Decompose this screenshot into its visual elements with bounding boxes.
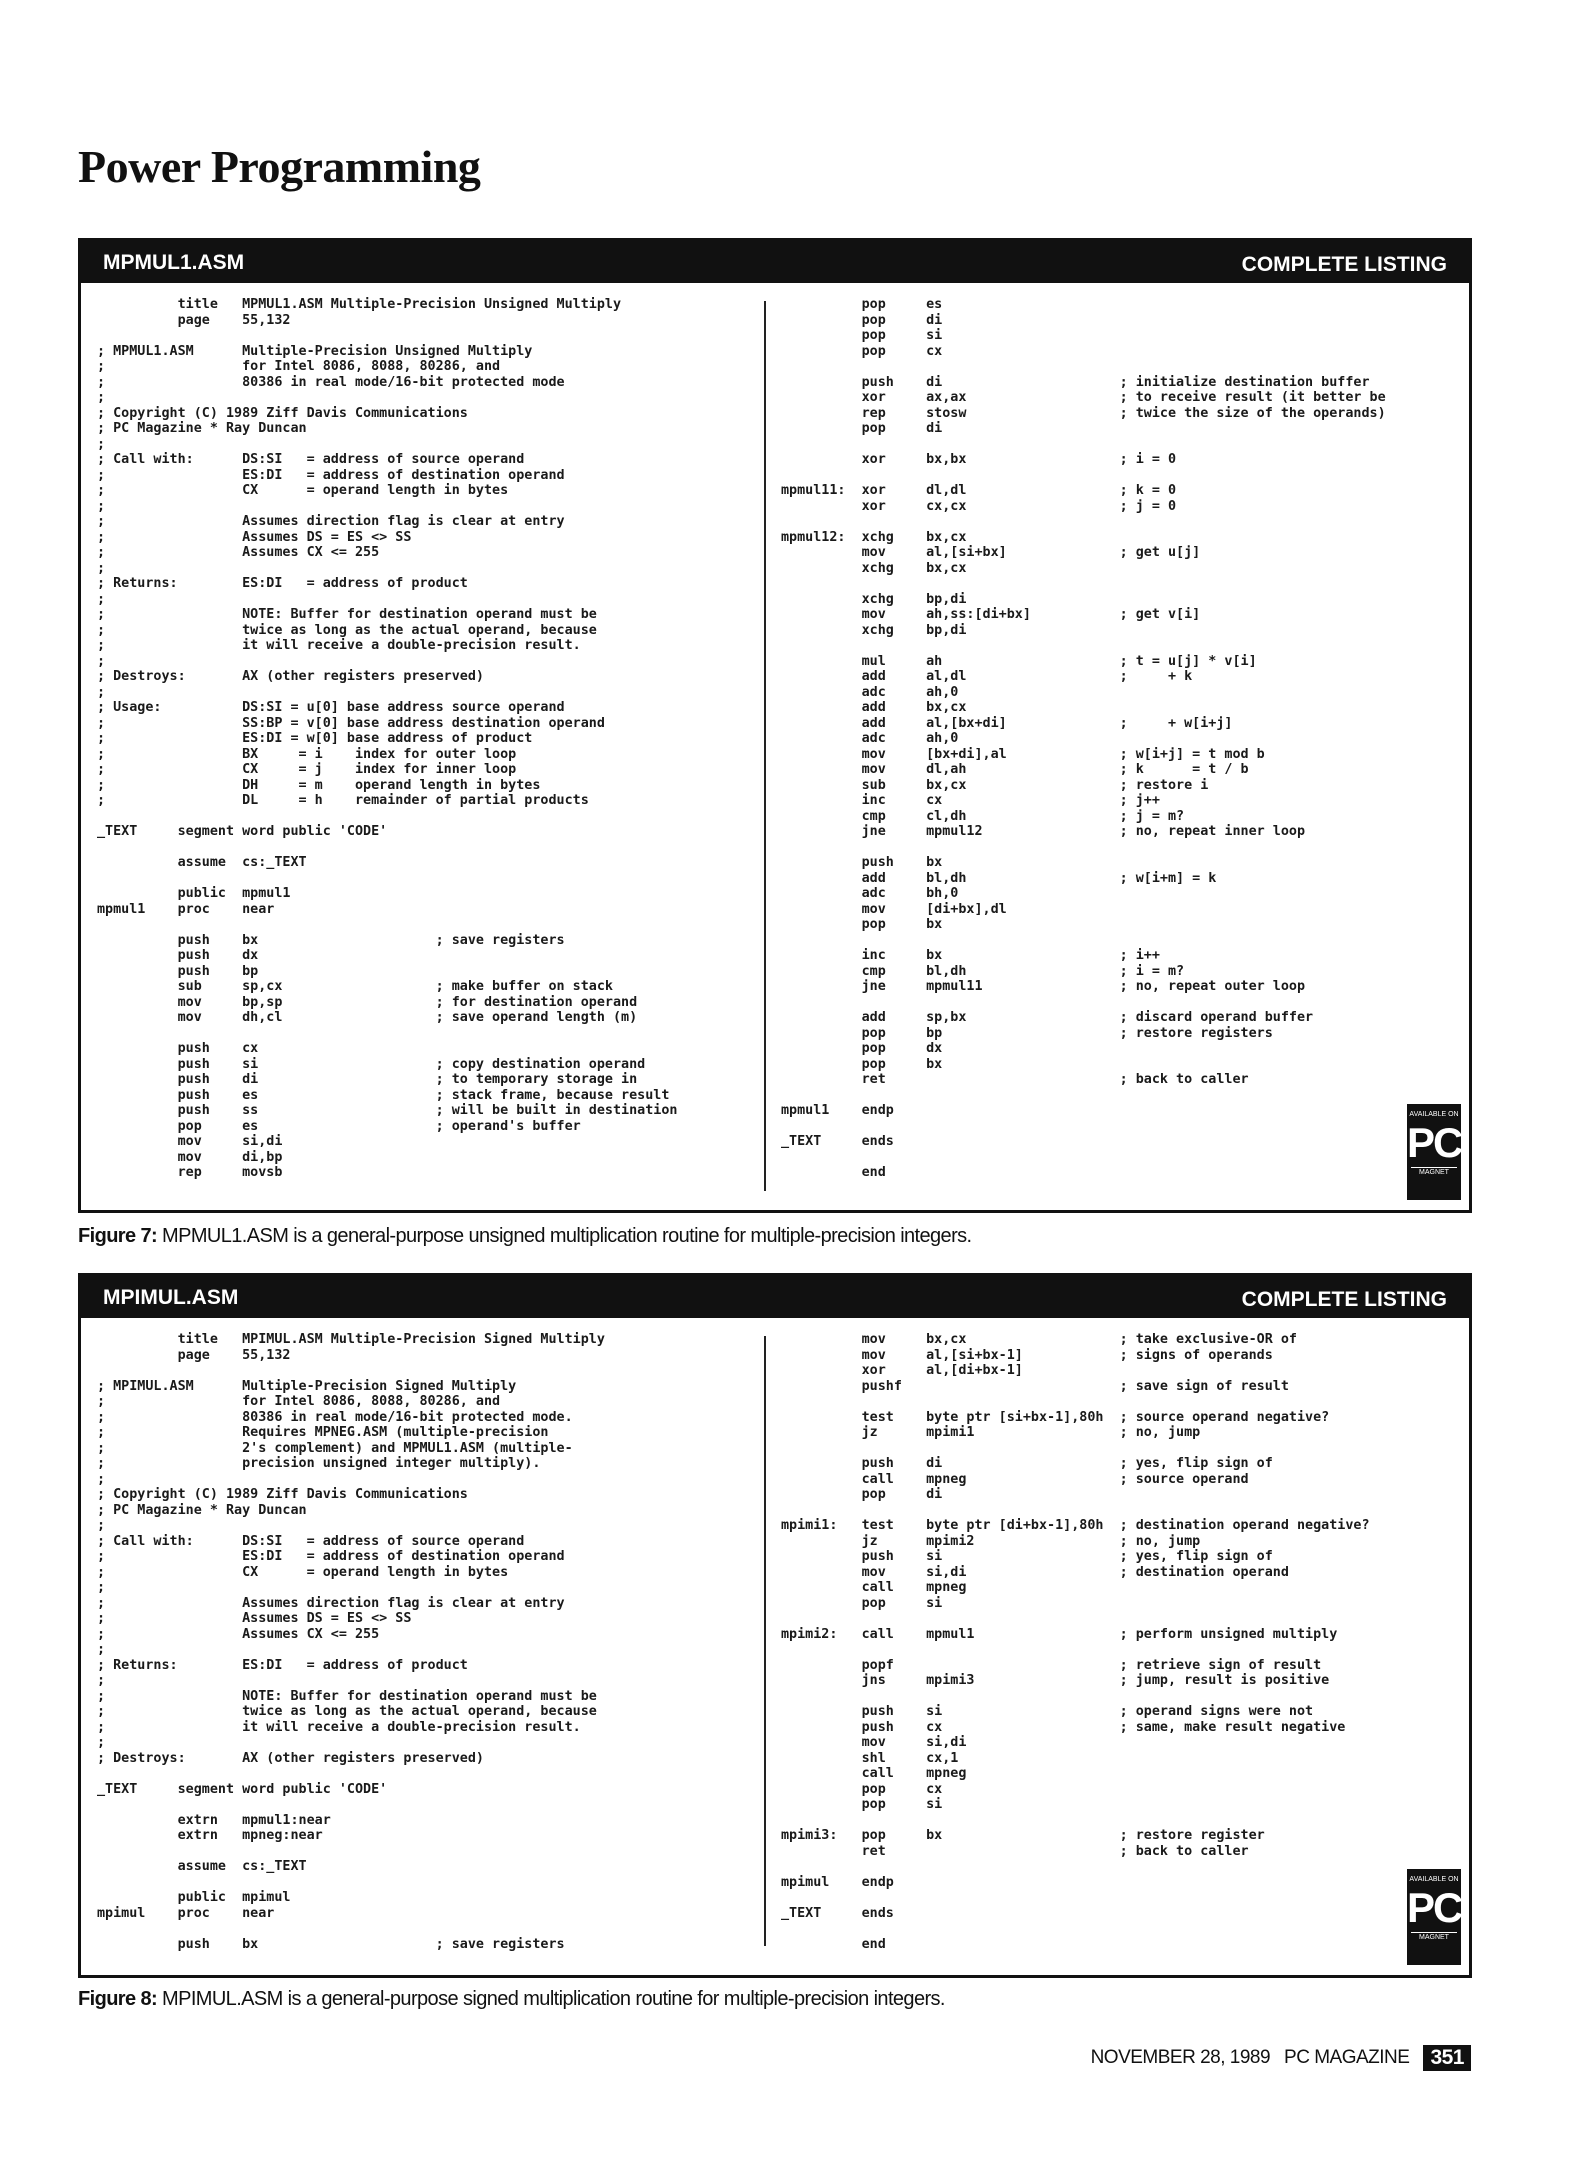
- figure-caption: [78, 1225, 972, 1248]
- code-column-right: [781, 297, 1421, 1181]
- logo-pc-text: PC: [1407, 1884, 1462, 1931]
- code-block: title MPMUL1.ASM Multiple-Precision Unsigned Multiply page 55,132 ; MPMUL1.ASM Multiple-Precision Unsigned Multiply ; for Intel 8086, 8088, 80286, and ; 80386 in real mode/16-bit protected mode ; ; Copyright (C) 1989 Ziff Davis Communications ; PC Magazine * Ray Duncan ; ; Call with: DS:SI = address of source operand ; ES:DI = address of destination operand ; CX = operand length in bytes ; ; Assumes direction flag is clear at entry ; Assumes DS = ES <> SS ; Assumes CX <= 255 ; ; Returns: ES:DI = address of product ; ; NOTE: Buffer for destination operand must be ; twice as long as the actual operand, because ; it will receive a double-precision result. ; ; Destroys: AX (other registers preserved) ; ; Usage: DS:SI = u[0] base address source operand ; SS:BP = v[0] base address destination operand ; ES:DI = w[0] base address of product ; BX = i index for outer loop ; CX = j index for inner loop ; DH = m operand length in bytes ; DL = h remainder of partial products _TEXT segment word public 'CODE' assume cs:_TEXT public mpmul1 mpmul1 proc near push bx ; save registers push dx push bp sub sp,cx ; make buffer on stack mov bp,sp ; for destination operand mov dh,cl ; save operand length (m) push cx push si ; copy destination operand push di ; to temporary storage in push es ; stack frame, because result push ss ; will be built in destination pop es ; operand's buffer mov si,di mov di,bp rep movsb: [97, 297, 678, 1180]
- figure-caption: [78, 1988, 945, 2011]
- listing-box-mpmul1: [78, 238, 1472, 1213]
- code-block: title MPIMUL.ASM Multiple-Precision Signed Multiply page 55,132 ; MPIMUL.ASM Multiple-Precision Signed Multiply ; for Intel 8086, 8088, 80286, and ; 80386 in real mode/16-bit protected mode. ; Requires MPNEG.ASM (multiple-precision ; 2's complement) and MPMUL1.ASM (multiple- ; precision unsigned integer multiply). ; ; Copyright (C) 1989 Ziff Davis Communications ; PC Magazine * Ray Duncan ; ; Call with: DS:SI = address of source operand ; ES:DI = address of destination operand ; CX = operand length in bytes ; ; Assumes direction flag is clear at entry ; Assumes DS = ES <> SS ; Assumes CX <= 255 ; ; Returns: ES:DI = address of product ; ; NOTE: Buffer for destination operand must be ; twice as long as the actual operand, because ; it will receive a double-precision result. ; ; Destroys: AX (other registers preserved) _TEXT segment word public 'CODE' extrn mpmul1:near extrn mpneg:near assume cs:_TEXT public mpimul mpimul proc near push bx ; save registers: [97, 1332, 605, 1952]
- pc-magnet-logo: [1407, 1869, 1461, 1965]
- listing-kind-label: COMPLETE LISTING: [1241, 1288, 1447, 1311]
- footer-date: NOVEMBER 28, 1989: [1090, 2047, 1271, 2068]
- logo-pc-text: PC: [1407, 1119, 1462, 1166]
- section-title: Power Programming: [78, 141, 481, 192]
- code-column-left: [97, 1332, 787, 1952]
- listing-box-mpimul: [78, 1273, 1472, 1978]
- caption-label: Figure 7:: [78, 1225, 158, 1247]
- page-number: 351: [1423, 2045, 1471, 2071]
- footer-magazine: PC MAGAZINE: [1284, 2047, 1410, 2068]
- listing-header: [81, 241, 1469, 283]
- code-block: pop es pop di pop si pop cx push di ; initialize destination buffer xor ax,ax ; to receive result (it better be rep stosw ; twice the size of the operands) pop di xor bx,bx ; i = 0 mpmul11: xor dl,dl ; k = 0 xor cx,cx ; j = 0 mpmul12: xchg bx,cx mov al,[si+bx] ; get u[j] xchg bx,cx xchg bp,di mov ah,ss:[di+bx] ; get v[i] xchg bp,di mul ah ; t = u[j] * v[i] add al,dl ; + k adc ah,0 add bx,cx add al,[bx+di] ; + w[i+j] adc ah,0 mov [bx+di],al ; w[i+j] = t mod b mov dl,ah ; k = t / b sub bx,cx ; restore i inc cx ; j++ cmp cl,dh ; j = m? jne mpmul12 ; no, repeat inner loop push bx add bl,dh ; w[i+m] = k adc bh,0 mov [di+bx],dl pop bx inc bx ; i++ cmp bl,dh ; i = m? jne mpmul11 ; no, repeat outer loop add sp,bx ; discard operand buffer pop bp ; restore registers pop dx pop bx ret ; back to caller mpmul1 endp _TEXT ends end: [781, 297, 1386, 1180]
- page-footer: [1091, 2045, 1471, 2071]
- column-divider: [764, 301, 766, 1191]
- caption-text: MPIMUL.ASM is a general-purpose signed multiplication routine for multiple-precision integers.: [157, 1988, 945, 2010]
- caption-text: MPMUL1.ASM is a general-purpose unsigned multiplication routine for multiple-precision integers.: [157, 1225, 972, 1247]
- logo-bottom-text: MAGNET: [1411, 1932, 1457, 1943]
- column-divider: [764, 1336, 766, 1946]
- code-column-left: [97, 297, 787, 1181]
- listing-title: MPMUL1.ASM: [103, 251, 245, 274]
- listing-body: [81, 1318, 1469, 1975]
- logo-top-text: AVAILABLE ON: [1409, 1111, 1459, 1118]
- listing-body: [81, 283, 1469, 1210]
- logo-bottom-text: MAGNET: [1411, 1167, 1457, 1178]
- pc-magnet-logo: [1407, 1104, 1461, 1200]
- listing-header: [81, 1276, 1469, 1318]
- listing-kind-label: COMPLETE LISTING: [1241, 253, 1447, 276]
- logo-top-text: AVAILABLE ON: [1409, 1876, 1459, 1883]
- code-block: mov bx,cx ; take exclusive-OR of mov al,[si+bx-1] ; signs of operands xor al,[di+bx-1] pushf ; save sign of result test byte ptr [si+bx-1],80h ; source operand negative? jz mpimi1 ; no, jump push di ; yes, flip sign of call mpneg ; source operand pop di mpimi1: test byte ptr [di+bx-1],80h ; destination operand negative? jz mpimi2 ; no, jump push si ; yes, flip sign of mov si,di ; destination operand call mpneg pop si mpimi2: call mpmul1 ; perform unsigned multiply popf ; retrieve sign of result jns mpimi3 ; jump, result is positive push si ; operand signs were not push cx ; same, make result negative mov si,di shl cx,1 call mpneg pop cx pop si mpimi3: pop bx ; restore register ret ; back to caller mpimul endp _TEXT ends end: [781, 1332, 1370, 1952]
- caption-label: Figure 8:: [78, 1988, 158, 2010]
- code-column-right: [781, 1332, 1421, 1952]
- listing-title: MPIMUL.ASM: [103, 1286, 239, 1309]
